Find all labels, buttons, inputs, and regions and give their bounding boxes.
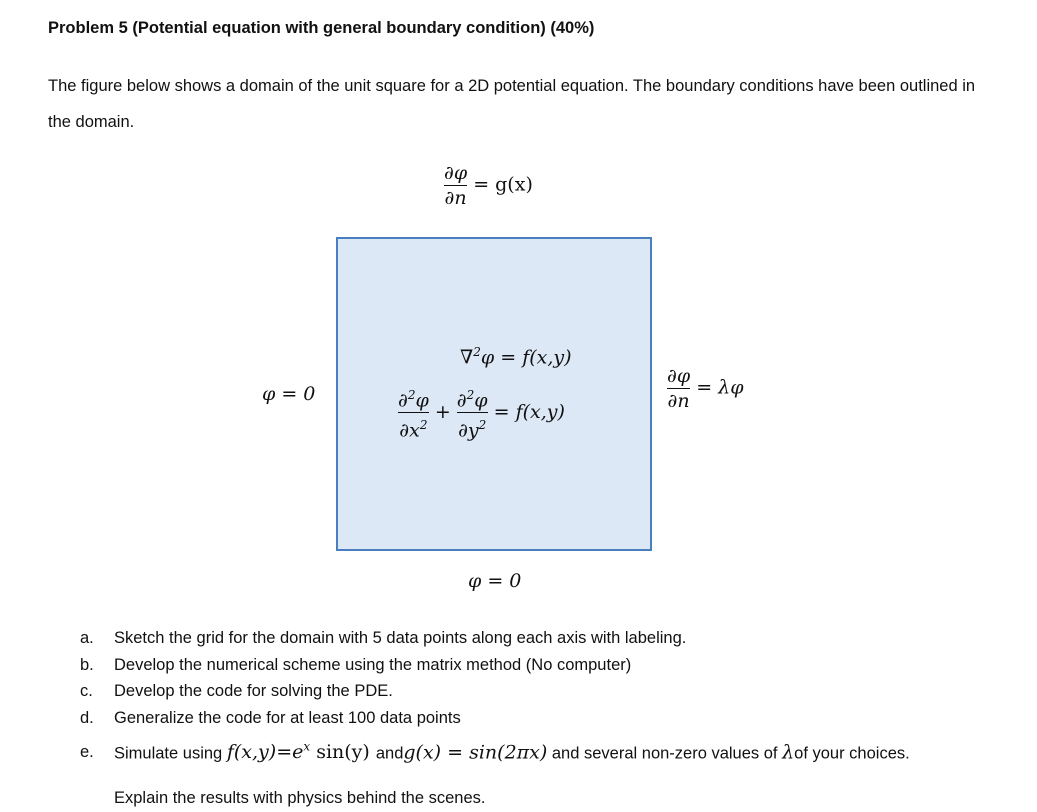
item-marker: b.	[80, 655, 94, 674]
item-text: Simulate using	[114, 744, 223, 763]
item-text: Develop the code for solving the PDE.	[114, 682, 393, 700]
explain-text: Explain the results with physics behind the scenes.	[114, 789, 486, 807]
fraction-d2phi-dy2: $\frac{\partial^2\varphi}{\partial y^2}$	[456, 388, 488, 442]
f-expression: $f(x,y)=e^x$ sin(y)	[226, 740, 370, 764]
item-marker: c.	[80, 682, 93, 700]
g-expression: g(x) = sin(2πx)	[403, 741, 548, 764]
item-marker: d.	[80, 708, 94, 727]
fraction-dphi-dn-right: $\frac{\partial\varphi}{\partial n}$	[667, 365, 691, 412]
item-text: Develop the numerical scheme using the matrix method (No computer)	[114, 655, 632, 674]
problem-title: Problem 5 (Potential equation with general boundary condition) (40%)	[48, 19, 595, 37]
item-marker: e.	[80, 743, 94, 761]
task-list	[80, 629, 1010, 735]
list-item	[80, 656, 1010, 683]
item-text: Generalize the code for at least 100 data points	[114, 708, 461, 727]
list-item	[80, 629, 1010, 656]
pde-laplacian: ∇$^2$φ = f(x,y)	[460, 345, 572, 369]
list-item	[80, 709, 1010, 736]
bottom-boundary-condition: φ = 0	[468, 570, 522, 592]
intro-paragraph: The figure below shows a domain of the unit square for a 2D potential equation. The boundary conditions have been outlined in the domain.	[48, 77, 976, 131]
left-boundary-condition: φ = 0	[262, 383, 316, 405]
item-marker: a.	[80, 629, 94, 647]
top-boundary-condition: $\frac{\partial\varphi}{\partial n}$ = g(x)	[444, 162, 533, 209]
fraction-dphi-dn: $\frac{\partial\varphi}{\partial n}$	[444, 162, 468, 209]
lambda-symbol: λ	[782, 741, 795, 764]
pde-expanded: $\frac{\partial^2\varphi}{\partial x^2}$ + $\frac{\partial^2\varphi}{\partial y^2}$ = f(x,y)	[398, 384, 565, 442]
fraction-d2phi-dx2: $\frac{\partial^2\varphi}{\partial x^2}$	[398, 388, 429, 442]
right-boundary-condition: $\frac{\partial\varphi}{\partial n}$ = λφ	[667, 365, 744, 412]
item-text: Sketch the grid for the domain with 5 data points along each axis with labeling.	[114, 629, 687, 647]
list-item	[80, 682, 1010, 709]
